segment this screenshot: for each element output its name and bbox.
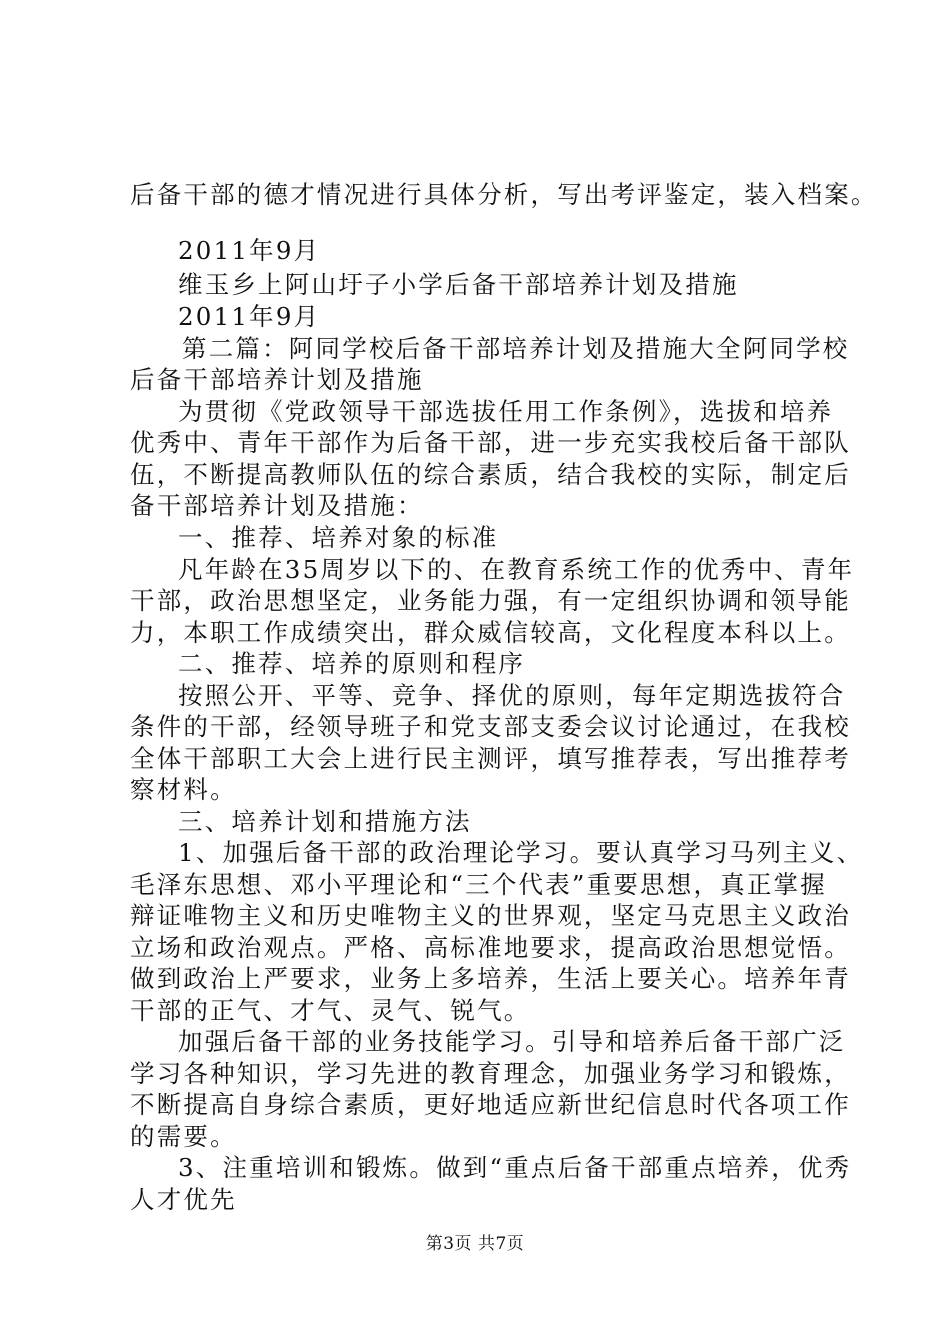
text-line: 毛泽东思想、邓小平理论和“三个代表”重要思想，真正掌握	[130, 870, 827, 899]
text-line: 力，本职工作成绩突出，群众威信较高，文化程度本科以上。	[130, 618, 851, 647]
text-line: 加强后备干部的业务技能学习。引导和培养后备干部广泛	[178, 1027, 846, 1056]
heading: 二、推荐、培养的原则和程序	[178, 649, 526, 678]
text-line: 3、注重培训和锻炼。做到“重点后备干部重点培养，优秀	[178, 1153, 852, 1182]
heading: 一、推荐、培养对象的标准	[178, 523, 499, 552]
text-line: 条件的干部，经领导班子和党支部支委会议讨论通过，在我校	[130, 712, 851, 741]
text-line: 干部，政治思想坚定，业务能力强，有一定组织协调和领导能	[130, 586, 851, 615]
text-line: 的需要。	[130, 1122, 237, 1151]
section-title: 第二篇：阿同学校后备干部培养计划及措施大全阿同学校	[182, 334, 850, 363]
text-line: 为贯彻《党政领导干部选拔任用工作条例》，选拔和培养	[178, 397, 834, 426]
text-line: 人才优先	[130, 1185, 237, 1214]
text-line: 立场和政治观点。严格、高标准地要求，提高政治思想觉悟。	[130, 933, 851, 962]
text-line: 辩证唯物主义和历史唯物主义的世界观，坚定马克思主义政治	[130, 901, 851, 930]
date-line: 2011年9月	[178, 236, 321, 265]
text-line: 学习各种知识，学习先进的教育理念，加强业务学习和锻炼，	[130, 1059, 851, 1088]
text-line: 伍，不断提高教师队伍的综合素质，结合我校的实际，制定后	[130, 460, 851, 489]
text-line: 察材料。	[130, 775, 237, 804]
text-line: 不断提高自身综合素质，更好地适应新世纪信息时代各项工作	[130, 1090, 851, 1119]
text-line: 备干部培养计划及措施：	[130, 491, 424, 520]
section-title: 后备干部培养计划及措施	[130, 365, 424, 394]
text-line: 后备干部的德才情况进行具体分析，写出考评鉴定，装入档案。	[130, 180, 878, 209]
text-line: 按照公开、平等、竞争、择优的原则，每年定期选拔符合	[178, 681, 846, 710]
text-line: 维玉乡上阿山圩子小学后备干部培养计划及措施	[178, 270, 739, 299]
page-number-footer: 第3页 共7页	[425, 1234, 525, 1254]
text-line: 1、加强后备干部的政治理论学习。要认真学习马列主义、	[178, 838, 864, 867]
text-line: 做到政治上严要求，业务上多培养，生活上要关心。培养年青	[130, 964, 851, 993]
text-line: 全体干部职工大会上进行民主测评，填写推荐表，写出推荐考	[130, 744, 851, 773]
text-line: 凡年龄在35周岁以下的、在教育系统工作的优秀中、青年	[178, 555, 855, 584]
date-line: 2011年9月	[178, 302, 321, 331]
text-line: 优秀中、青年干部作为后备干部，进一步充实我校后备干部队	[130, 428, 851, 457]
heading: 三、培养计划和措施方法	[178, 807, 472, 836]
text-line: 干部的正气、才气、灵气、锐气。	[130, 996, 531, 1025]
